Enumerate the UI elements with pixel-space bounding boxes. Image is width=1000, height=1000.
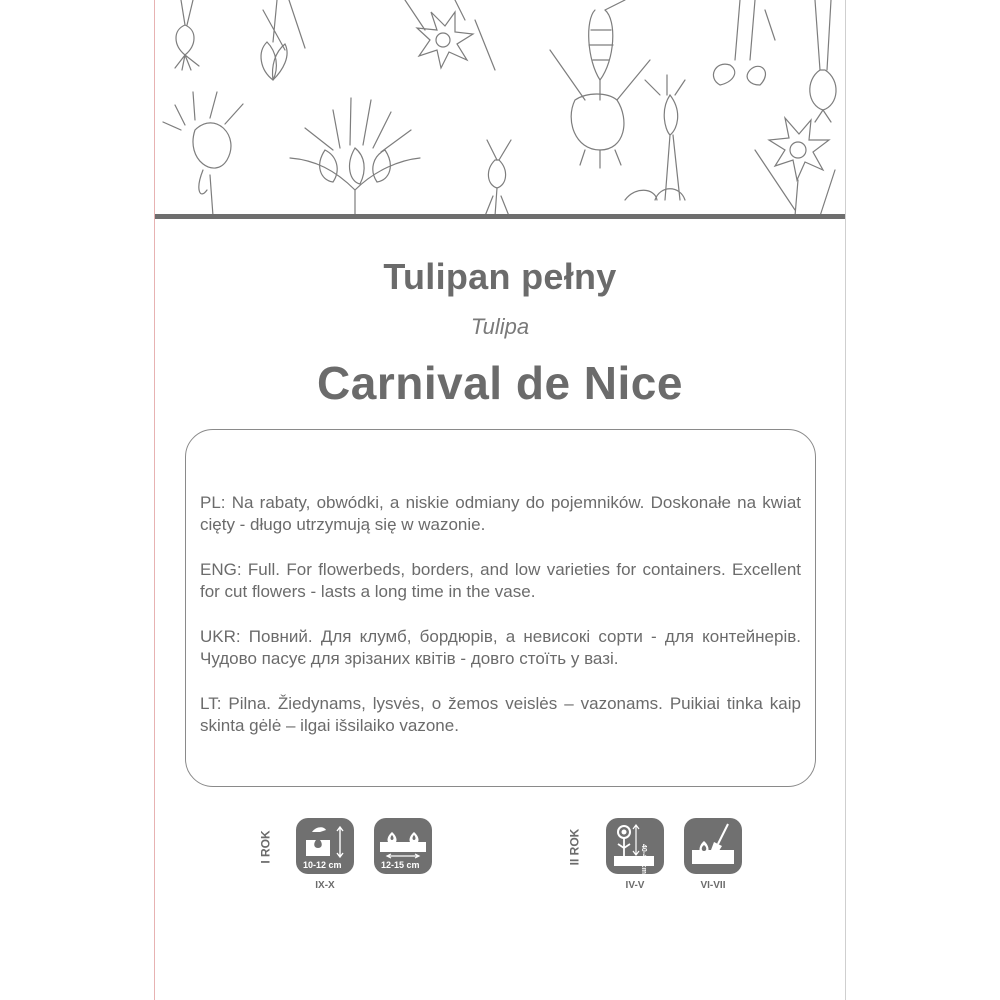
planting-months: IX-X [315,880,335,891]
variety-name: Carnival de Nice [317,357,683,409]
description-lt: LT: Pilna. Žiedynams, lysvės, o žemos veislės – vazonams. Puikiai tinka kaip skinta gėlė – ilgai išsilaiko vazone. [200,694,801,735]
planting-depth-tile [296,818,354,874]
botanical-illustration [155,0,845,216]
bulb-spacing-tile [374,818,432,874]
product-card [154,0,846,1000]
year1-label: I ROK [258,830,273,864]
description-eng: ENG: Full. For flowerbeds, borders, and low varieties for containers. Excellent for cut flowers - lasts a long time in the vase. [200,560,801,601]
flower-height-tile [606,818,664,874]
dig-up-bulb-icon [684,818,742,874]
description-pl: PL: Na rabaty, obwódki, a niskie odmiany do pojemników. Doskonałe na kwiat cięty - długo utrzymują się w wazonie. [200,493,801,534]
flower-height-icon [606,818,664,874]
latin-name: Tulipa [470,314,530,339]
flower-height-caption: 40-45 cm [640,844,647,874]
flowers-sketch-icon [155,0,845,216]
care-icons [155,810,845,900]
description-box [185,429,816,787]
planting-depth-caption: 10-12 cm [303,860,342,870]
bulb-spacing-caption: 12-15 cm [381,860,420,870]
year2-label: II ROK [567,828,582,866]
header-divider [155,214,845,219]
description-ukr: UKR: Повний. Для клумб, бордюрів, а невисокі сорти - для контейнерів. Чудово пасує для зрізаних квітів - довго стоїть у вазі. [200,627,801,668]
flowering-months: IV-V [625,880,645,891]
dig-up-tile [684,818,742,874]
common-name: Tulipan pełny [383,256,617,297]
lifting-months: VI-VII [700,880,726,891]
